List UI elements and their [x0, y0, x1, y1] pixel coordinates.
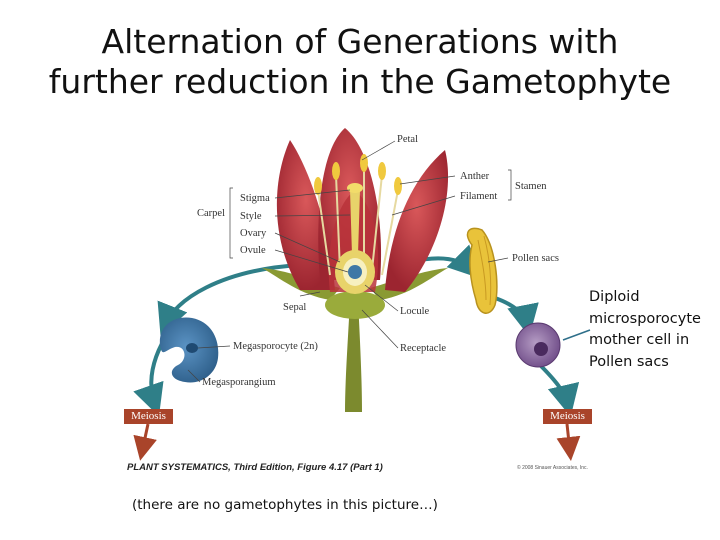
label-receptacle: Receptacle [400, 343, 447, 354]
label-stigma: Stigma [240, 193, 270, 204]
slide-caption: (there are no gametophytes in this picture…) [132, 497, 438, 513]
stigma [347, 183, 363, 193]
megasporocyte [186, 343, 198, 353]
arrow-microsporocyte-down [540, 365, 568, 405]
label-sepal: Sepal [283, 302, 307, 313]
figure-credit: PLANT SYSTEMATICS, Third Edition, Figure 4.17 (Part 1) [127, 462, 383, 473]
side-note-line-2: microsporocyte [589, 310, 701, 327]
label-ovule: Ovule [240, 245, 266, 256]
label-stamen: Stamen [515, 181, 547, 192]
meiosis-left-box: Meiosis [124, 409, 173, 424]
meiosis-right-box: Meiosis [543, 409, 592, 424]
label-style: Style [240, 211, 262, 222]
side-note-line-1: Diploid [589, 289, 640, 305]
label-locule: Locule [400, 306, 430, 317]
label-petal: Petal [397, 134, 418, 145]
microsporocyte-nucleus [534, 342, 548, 356]
label-megasporocyte: Megasporocyte (2n) [233, 341, 318, 352]
ovule [348, 265, 362, 279]
label-pollen-sacs: Pollen sacs [512, 253, 559, 264]
label-megasporangium: Megasporangium [202, 377, 276, 388]
microsporocyte-pointer [563, 330, 590, 340]
label-filament: Filament [460, 191, 498, 202]
side-note-line-3: mother cell in [589, 332, 690, 348]
arrow-pollen-sac-to-microsporocyte [495, 298, 527, 325]
receptacle [325, 291, 385, 319]
side-note [589, 287, 717, 373]
label-anther: Anther [460, 171, 490, 182]
meiosis-left-arrow [142, 424, 148, 452]
title-line-1: Alternation of Generations with [101, 22, 619, 61]
label-carpel: Carpel [197, 208, 225, 219]
pollen-sac [467, 228, 496, 313]
title-line-2: further reduction in the Gametophyte [48, 62, 672, 101]
side-note-line-4: Pollen sacs [589, 353, 669, 370]
label-ovary: Ovary [240, 228, 267, 239]
meiosis-right-arrow [567, 424, 570, 452]
figure-copyright: © 2008 Sinauer Associates, Inc. [517, 465, 588, 471]
